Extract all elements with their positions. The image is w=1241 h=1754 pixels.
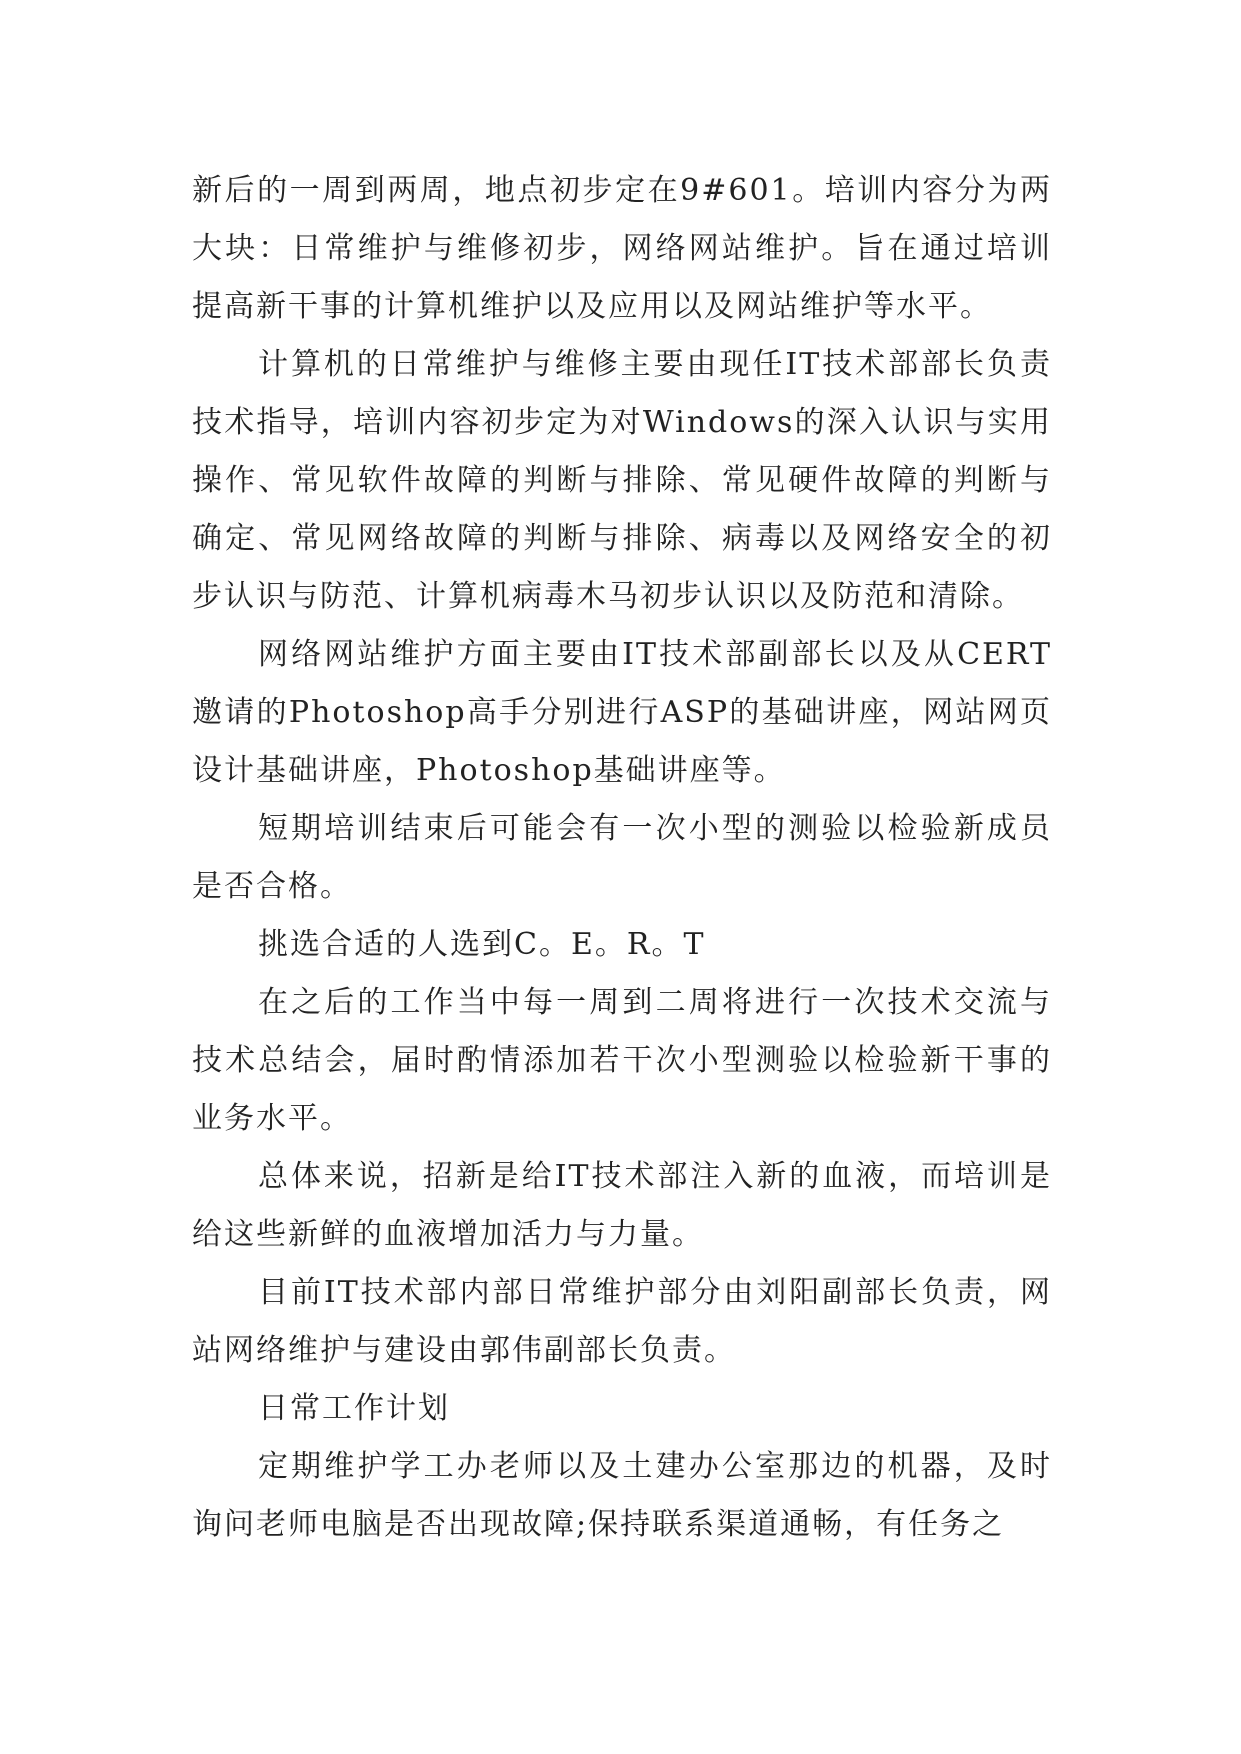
document-body [192,162,1052,1554]
paragraph-1: 新后的一周到两周，地点初步定在9#601。培训内容分为两大块：日常维护与维修初步，网络网站维护。旨在通过培训提高新干事的计算机维护以及应用以及网站维护等水平。 [192,173,1052,324]
paragraph-7: 总体来说，招新是给IT技术部注入新的血液，而培训是给这些新鲜的血液增加活力与力量。 [192,1159,1052,1252]
section-heading-daily-work-plan: 日常工作计划 [258,1391,450,1426]
paragraph-10: 定期维护学工办老师以及土建办公室那边的机器，及时询问老师电脑是否出现故障;保持联系渠道通畅，有任务之 [192,1449,1052,1542]
paragraph-5: 挑选合适的人选到C。E。R。T [258,927,706,962]
paragraph-8: 目前IT技术部内部日常维护部分由刘阳副部长负责，网站网络维护与建设由郭伟副部长负责。 [192,1275,1052,1368]
paragraph-2: 计算机的日常维护与维修主要由现任IT技术部部长负责技术指导，培训内容初步定为对Windows的深入认识与实用操作、常见软件故障的判断与排除、常见硬件故障的判断与确定、常见网络故障的判断与排除、病毒以及网络安全的初步认识与防范、计算机病毒木马初步认识以及防范和清除。 [192,347,1052,614]
paragraph-3: 网络网站维护方面主要由IT技术部副部长以及从CERT邀请的Photoshop高手分别进行ASP的基础讲座，网站网页设计基础讲座，Photoshop基础讲座等。 [192,637,1052,788]
paragraph-6: 在之后的工作当中每一周到二周将进行一次技术交流与技术总结会，届时酌情添加若干次小型测验以检验新干事的业务水平。 [192,985,1052,1136]
paragraph-4: 短期培训结束后可能会有一次小型的测验以检验新成员是否合格。 [192,811,1052,904]
